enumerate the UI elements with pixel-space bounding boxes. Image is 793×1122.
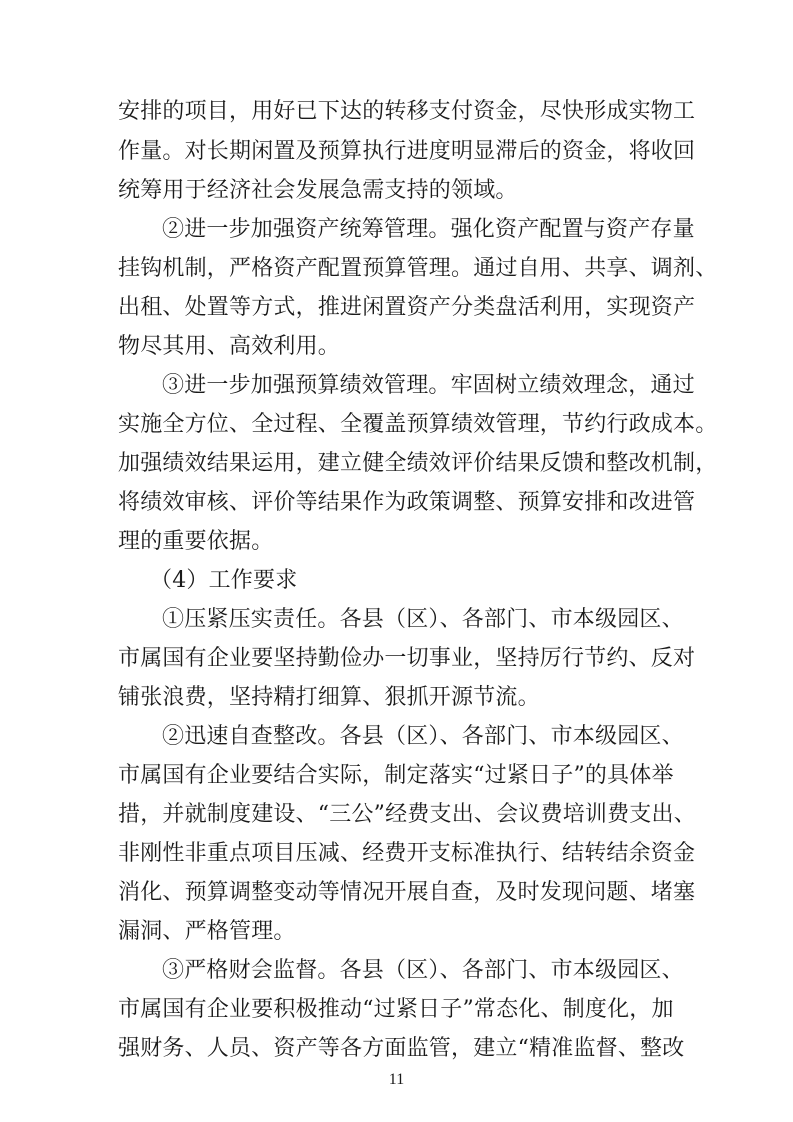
text-line: 消化、预算调整变动等情况开展自查，及时发现问题、堵塞 [118,880,696,905]
text-line: ③严格财会监督。各县（区）、各部门、市本级园区、 [162,958,684,983]
text-line: 实施全方位、全过程、全覆盖预算绩效管理，节约行政成本。 [118,412,718,437]
text-line: 统筹用于经济社会发展急需支持的领域。 [118,178,518,203]
text-line: 理的重要依据。 [118,529,274,554]
text-line: 出租、处置等方式，推进闲置资产分类盘活利用，实现资产 [118,295,696,320]
text-line: 铺张浪费，坚持精打细算、狠抓开源节流。 [118,685,540,710]
text-line: 非刚性非重点项目压减、经费开支标准执行、结转结余资金 [118,841,696,866]
text-line: 将绩效审核、评价等结果作为政策调整、预算安排和改进管 [118,490,696,515]
text-line: 市属国有企业要坚持勤俭办一切事业，坚持厉行节约、反对 [118,646,696,671]
section-heading: （4）工作要求 [150,568,298,593]
text-line: 挂钩机制，严格资产配置预算管理。通过自用、共享、调剂、 [118,256,718,281]
text-line: 加强绩效结果运用，建立健全绩效评价结果反馈和整改机制， [118,451,718,476]
text-line: ①压紧压实责任。各县（区）、各部门、市本级园区、 [162,607,684,632]
text-line: 漏洞、严格管理。 [118,919,296,944]
text-line: 市属国有企业要积极推动“过紧日子”常态化、制度化，加 [118,997,674,1022]
text-line: ③进一步加强预算绩效管理。牢固树立绩效理念，通过 [162,373,695,398]
text-line: 措，并就制度建设、“三公”经费支出、会议费培训费支出、 [118,802,696,827]
page-number: 11 [388,1071,405,1088]
text-line: ②迅速自查整改。各县（区）、各部门、市本级园区、 [162,724,684,749]
text-line: ②进一步加强资产统筹管理。强化资产配置与资产存量 [162,217,695,242]
text-line: 作量。对长期闲置及预算执行进度明显滞后的资金，将收回 [118,139,696,164]
text-line: 市属国有企业要结合实际，制定落实“过紧日子”的具体举 [118,763,674,788]
text-line: 强财务、人员、资产等各方面监管，建立“精准监督、整改 [118,1036,685,1061]
text-line: 物尽其用、高效利用。 [118,334,341,359]
text-line: 安排的项目，用好已下达的转移支付资金，尽快形成实物工 [118,99,696,124]
